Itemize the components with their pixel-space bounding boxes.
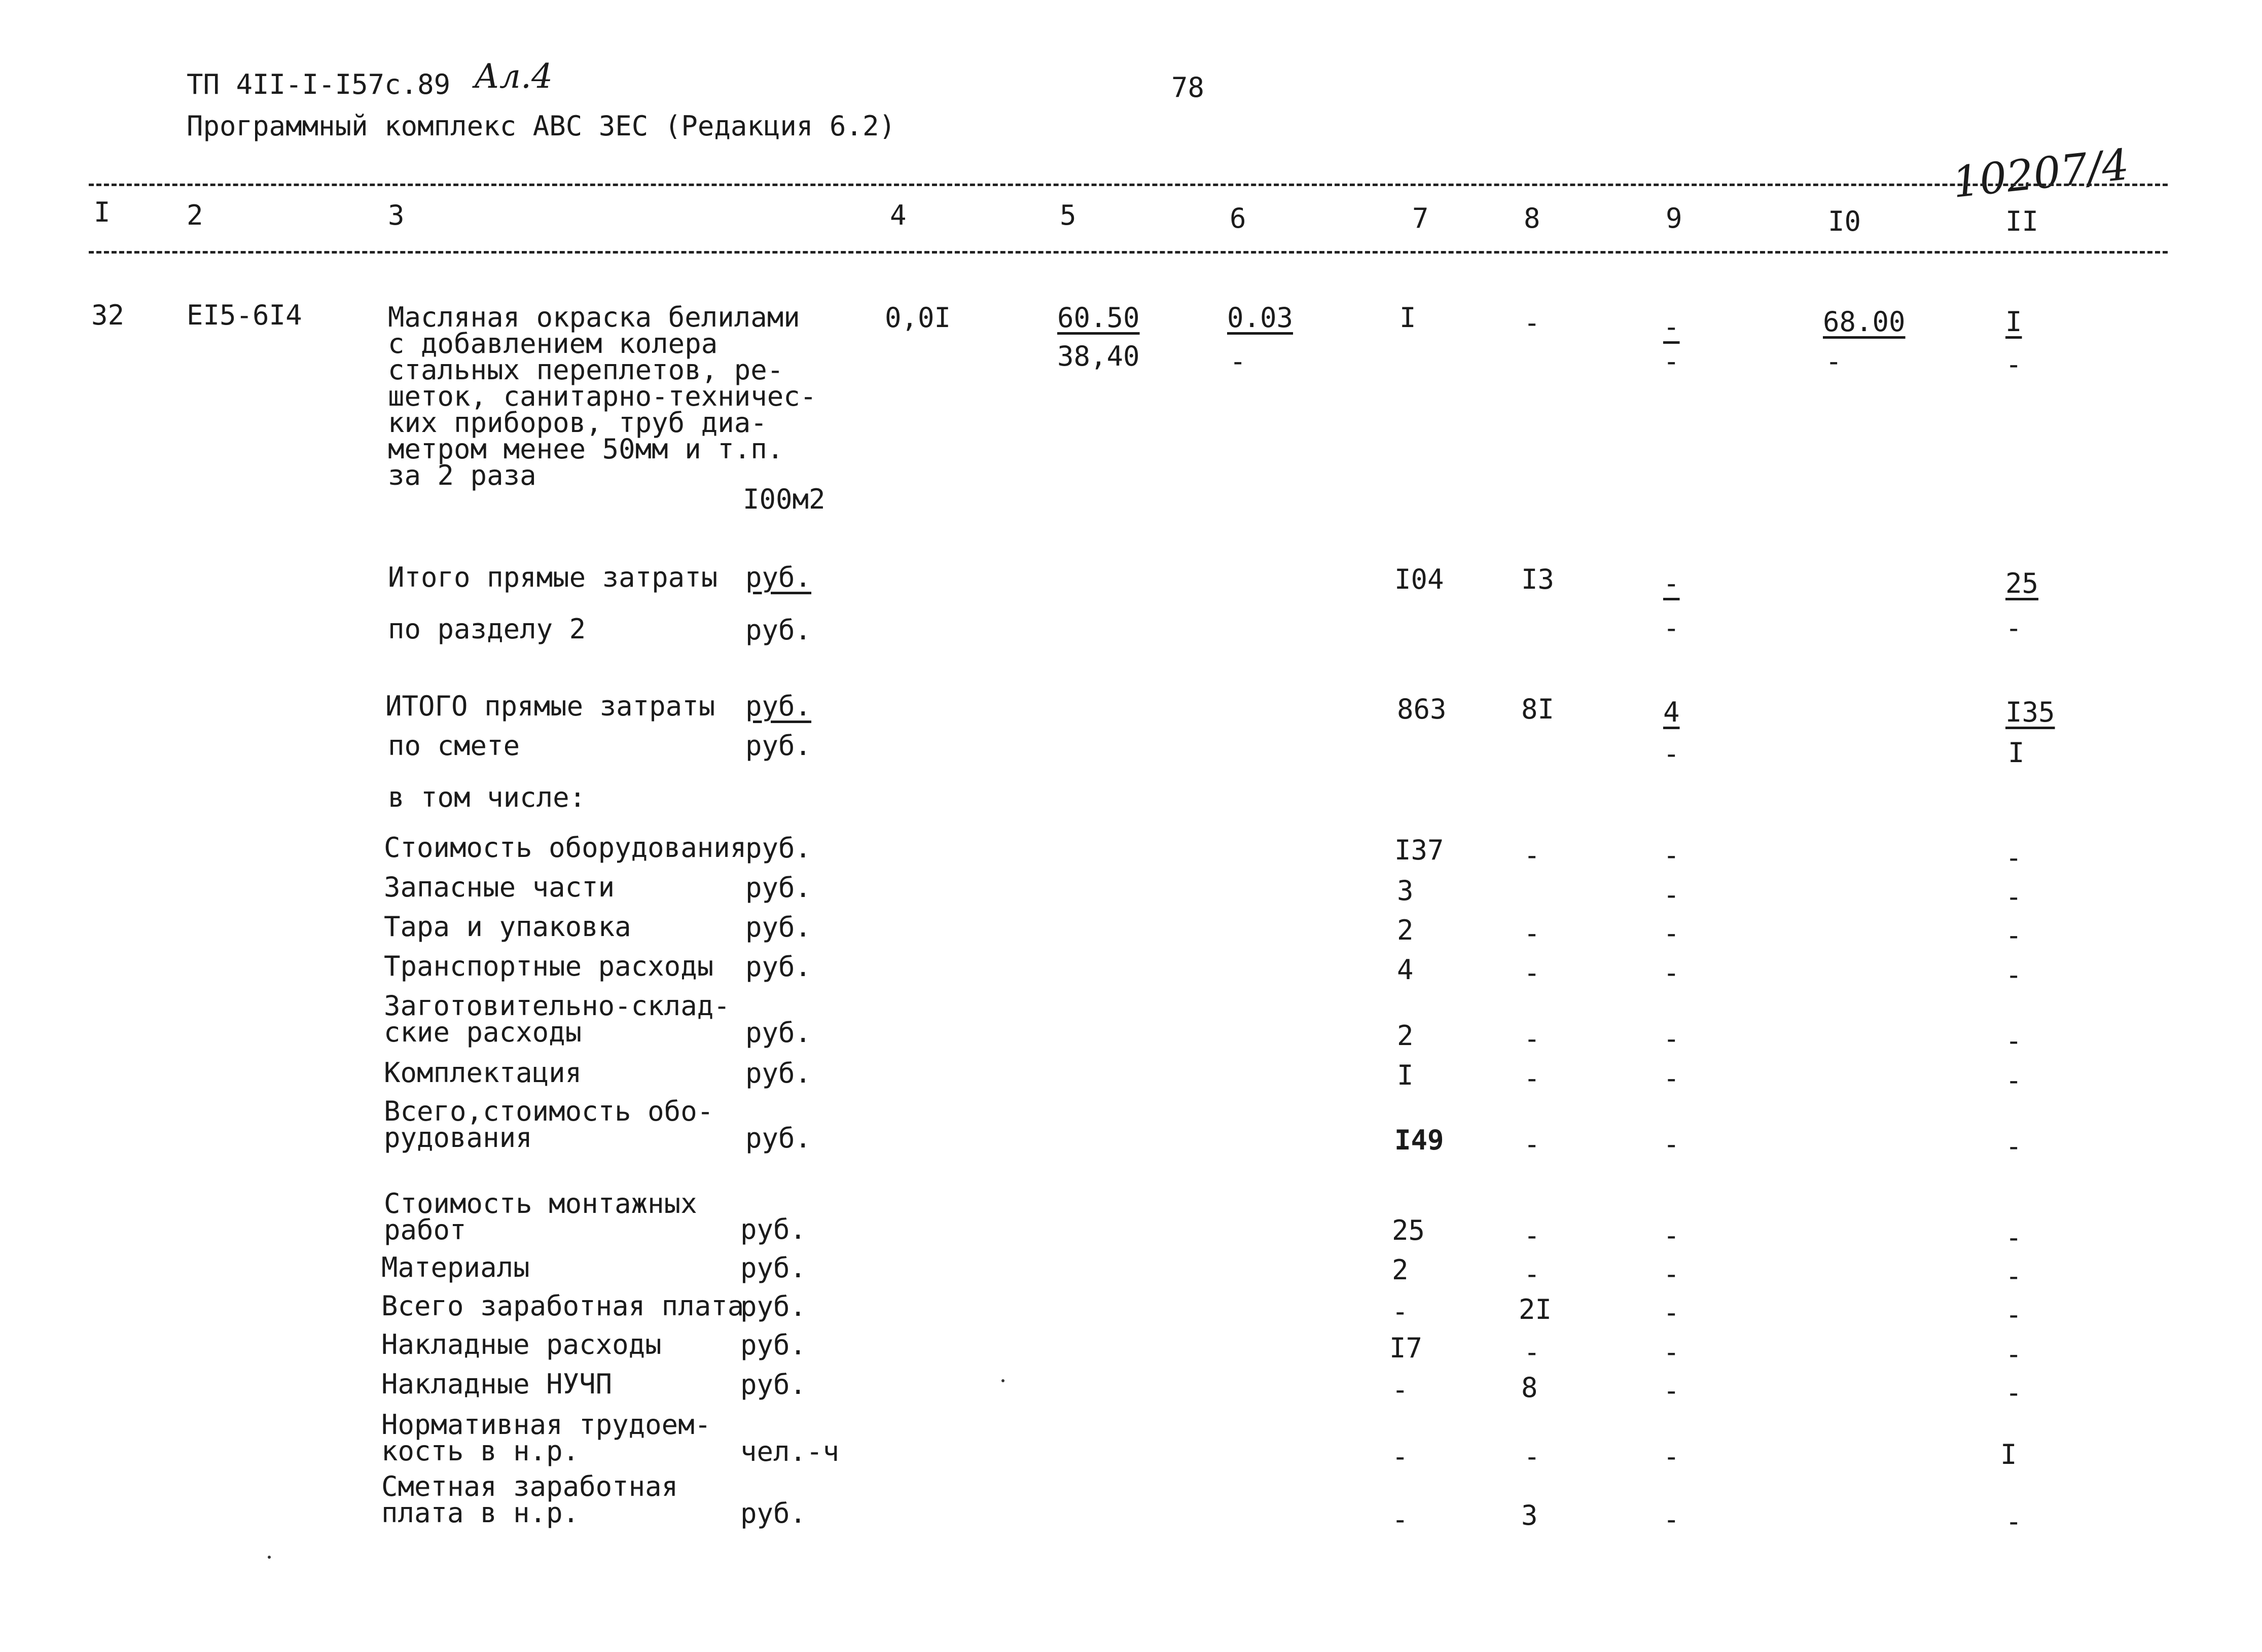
section-total-unit-1: руб. [745, 561, 812, 593]
section-total-col9-top: - [1663, 567, 1680, 599]
breakdown-label: Стоимость оборудования [384, 832, 747, 864]
breakdown-col8: - [1524, 1258, 1540, 1290]
col-header-1: I [94, 196, 111, 228]
col-header-6: 6 [1230, 202, 1246, 234]
breakdown-col11: - [2005, 1064, 2022, 1096]
item-col9-bottom: - [1663, 345, 1680, 377]
breakdown-col7: 2 [1397, 1020, 1414, 1052]
breakdown-col11: - [2005, 881, 2022, 913]
breakdown-col11: - [2005, 1299, 2022, 1331]
item-description: Масляная окраска белилами с добавлением колера стальных переплетов, ре- шеток, санитарно-техничес- ких приборов, труб диа- метром менее 50мм и т.п. за 2 раза [388, 301, 817, 491]
breakdown-col11: - [2005, 1025, 2022, 1057]
breakdown-label: Сметная заработная плата в н.р. [381, 1470, 678, 1529]
item-unit: I00м2 [743, 483, 825, 515]
breakdown-col11: - [2005, 1260, 2022, 1292]
program-title: Программный комплекс АВС ЗЕС (Редакция 6.2) [187, 110, 895, 142]
breakdown-label: Всего,стоимость обо- рудования [384, 1095, 714, 1154]
breakdown-unit: руб. [745, 911, 812, 943]
breakdown-col9: - [1663, 1336, 1680, 1368]
breakdown-col9: - [1663, 1023, 1680, 1055]
breakdown-unit: руб. [745, 1017, 812, 1049]
breakdown-col7: I7 [1389, 1332, 1423, 1364]
item-col5-bottom: 38,40 [1057, 340, 1140, 372]
breakdown-label: Тара и упаковка [384, 911, 631, 943]
breakdown-col11: - [2005, 842, 2022, 874]
estimate-total-col9-top: 4 [1663, 696, 1680, 728]
item-number: 32 [91, 299, 125, 331]
breakdown-col9: - [1663, 1297, 1680, 1328]
document-code: ТП 4II-I-I57с.89 [187, 68, 451, 100]
item-col10-bottom: - [1825, 345, 1842, 377]
breakdown-col9: - [1663, 839, 1680, 871]
estimate-total-col9-bottom: - [1663, 738, 1680, 770]
breakdown-unit: руб. [740, 1252, 807, 1284]
item-col10-top: 68.00 [1823, 306, 1906, 338]
breakdown-col9: - [1663, 1503, 1680, 1535]
breakdown-label: Накладные НУЧП [381, 1368, 613, 1400]
section-total-col7: I04 [1394, 563, 1444, 595]
breakdown-label: Заготовительно-склад- ские расходы [384, 990, 730, 1048]
breakdown-col7: I49 [1394, 1124, 1444, 1156]
breakdown-col11: I [2000, 1439, 2017, 1470]
estimate-total-col8: 8I [1521, 693, 1555, 725]
breakdown-col8: - [1524, 1441, 1540, 1473]
breakdown-unit: чел.-ч [740, 1435, 840, 1467]
col-header-4: 4 [890, 199, 907, 231]
stray-dot [268, 1556, 271, 1559]
breakdown-label: Запасные части [384, 871, 615, 903]
breakdown-col8: 3 [1521, 1499, 1538, 1531]
item-col7: I [1399, 302, 1416, 334]
breakdown-col8: 8 [1521, 1372, 1538, 1404]
section-total-unit-2: руб. [745, 614, 812, 646]
breakdown-col11: - [2005, 1222, 2022, 1253]
breakdown-col8: - [1524, 839, 1540, 871]
breakdown-col8: - [1524, 1336, 1540, 1368]
page-number: 78 [1171, 71, 1205, 103]
breakdown-col11: - [2005, 959, 2022, 991]
col-header-3: 3 [388, 199, 405, 231]
col-header-7: 7 [1412, 202, 1429, 234]
breakdown-col7: 2 [1392, 1254, 1409, 1286]
breakdown-label: Накладные расходы [381, 1328, 662, 1360]
breakdown-col11: - [2005, 919, 2022, 951]
breakdown-label: Всего заработная плата [381, 1290, 744, 1322]
estimate-total-label-1: ИТОГО прямые затраты [385, 690, 715, 722]
col-header-10: I0 [1828, 205, 1861, 237]
breakdown-col8: - [1524, 1219, 1540, 1251]
breakdown-label: Комплектация [384, 1057, 582, 1089]
section-total-label-1: Итого прямые затраты [388, 561, 718, 593]
item-code: EI5-6I4 [187, 299, 302, 331]
item-col4: 0,0I [885, 302, 951, 334]
breakdown-col9: - [1663, 1441, 1680, 1473]
item-col5-top: 60.50 [1057, 302, 1140, 334]
breakdown-unit: руб. [740, 1290, 807, 1322]
breakdown-col8: - [1524, 957, 1540, 989]
breakdown-col9: - [1663, 1375, 1680, 1407]
col-header-2: 2 [187, 199, 203, 231]
breakdown-col8: - [1524, 1023, 1540, 1055]
including-label: в том числе: [388, 781, 586, 813]
breakdown-col7: - [1392, 1296, 1409, 1327]
breakdown-col7: - [1392, 1374, 1409, 1406]
breakdown-col9: - [1663, 1258, 1680, 1290]
section-total-col9-bottom: - [1663, 612, 1680, 644]
section-total-col11-bottom: - [2005, 612, 2022, 644]
estimate-total-unit-2: руб. [745, 730, 812, 762]
breakdown-unit: руб. [740, 1329, 807, 1361]
col-header-8: 8 [1524, 202, 1540, 234]
item-col6-top: 0.03 [1227, 302, 1294, 334]
breakdown-unit: руб. [745, 872, 812, 904]
breakdown-label: Материалы [381, 1251, 530, 1283]
breakdown-unit: руб. [740, 1369, 807, 1400]
estimate-total-label-2: по смете [388, 730, 520, 762]
stray-dot [1001, 1379, 1004, 1382]
item-col11-bottom: - [2005, 348, 2022, 380]
col-header-5: 5 [1060, 199, 1076, 231]
section-total-label-2: по разделу 2 [388, 613, 586, 645]
breakdown-col8: 2I [1519, 1294, 1552, 1325]
breakdown-col7: I37 [1394, 834, 1444, 866]
breakdown-col7: I [1397, 1059, 1414, 1091]
breakdown-col9: - [1663, 1062, 1680, 1094]
header-bottom-rule [89, 251, 2168, 254]
breakdown-unit: руб. [745, 1122, 812, 1154]
breakdown-col11: - [2005, 1377, 2022, 1409]
archive-mark: 10207/4 [1950, 139, 2132, 207]
estimate-total-col11-top: I35 [2005, 696, 2055, 728]
breakdown-col7: - [1392, 1441, 1409, 1473]
breakdown-col9: - [1663, 879, 1680, 911]
breakdown-col7: 4 [1397, 954, 1414, 986]
breakdown-unit: руб. [745, 832, 812, 864]
header-top-rule [89, 184, 2168, 186]
estimate-total-col7: 863 [1397, 693, 1447, 725]
estimate-total-col11-bottom: I [2008, 737, 2025, 769]
item-col9-top: - [1663, 311, 1680, 343]
album-mark: Ал.4 [474, 57, 553, 96]
item-col6-bottom: - [1230, 345, 1246, 377]
breakdown-col9: - [1663, 917, 1680, 949]
breakdown-label: Нормативная трудоем- кость в н.р. [381, 1409, 711, 1467]
breakdown-label: Стоимость монтажных работ [384, 1188, 697, 1246]
breakdown-col7: 2 [1397, 914, 1414, 946]
breakdown-col8: - [1524, 1128, 1540, 1160]
item-col11-top: I [2005, 306, 2022, 338]
breakdown-col11: - [2005, 1505, 2022, 1537]
col-header-11: II [2005, 205, 2039, 237]
breakdown-col11: - [2005, 1338, 2022, 1370]
breakdown-unit: руб. [740, 1497, 807, 1529]
section-total-col11-top: 25 [2005, 567, 2039, 599]
breakdown-col9: - [1663, 1219, 1680, 1251]
breakdown-col9: - [1663, 957, 1680, 989]
breakdown-col7: - [1392, 1503, 1409, 1535]
breakdown-col7: 25 [1392, 1214, 1425, 1246]
breakdown-unit: руб. [740, 1213, 807, 1245]
breakdown-col11: - [2005, 1130, 2022, 1162]
estimate-total-unit-1: руб. [745, 690, 812, 722]
col-header-9: 9 [1666, 202, 1682, 234]
section-total-col8: I3 [1521, 563, 1555, 595]
breakdown-col8: - [1524, 917, 1540, 949]
breakdown-label: Транспортные расходы [384, 950, 714, 982]
breakdown-col7: 3 [1397, 875, 1414, 907]
breakdown-col8: - [1524, 1062, 1540, 1094]
item-col8: - [1524, 307, 1540, 339]
breakdown-unit: руб. [745, 951, 812, 983]
breakdown-col9: - [1663, 1128, 1680, 1160]
breakdown-unit: руб. [745, 1057, 812, 1089]
